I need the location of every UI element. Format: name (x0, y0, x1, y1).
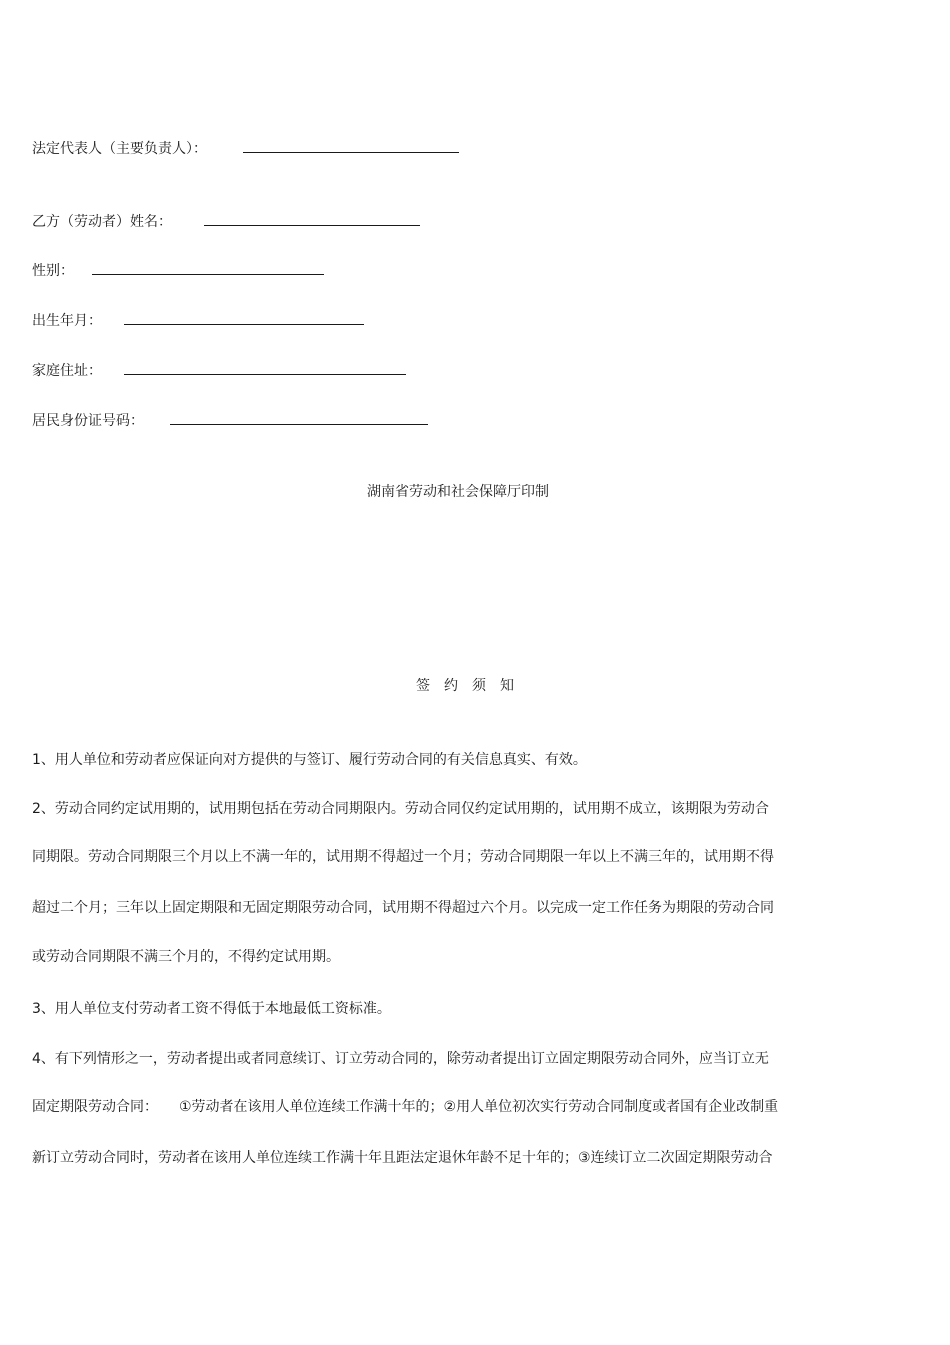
notice-line: 1、用人单位和劳动者应保证向对方提供的与签订、履行劳动合同的有关信息真实、有效。 (32, 752, 587, 768)
birth-label: 出生年月： (32, 313, 102, 329)
gender-blank[interactable] (92, 259, 324, 275)
notice-line: 2、劳动合同约定试用期的，试用期包括在劳动合同期限内。劳动合同仅约定试用期的，试用期不成立，该期限为劳动合 (32, 801, 769, 817)
employee-name-label: 乙方（劳动者）姓名： (32, 214, 172, 230)
birth-row (32, 309, 364, 331)
notice-line: 3、用人单位支付劳动者工资不得低于本地最低工资标准。 (32, 1001, 391, 1017)
id-blank[interactable] (170, 409, 428, 425)
gender-row (32, 259, 324, 281)
birth-blank[interactable] (124, 309, 364, 325)
notice-line: 4、有下列情形之一，劳动者提出或者同意续订、订立劳动合同的，除劳动者提出订立固定期限劳动合同外，应当订立无 (32, 1051, 769, 1067)
printer-line: 湖南省劳动和社会保障厅印制 (367, 484, 549, 500)
legal-rep-row (32, 137, 459, 159)
notice-line: 同期限。劳动合同期限三个月以上不满一年的，试用期不得超过一个月；劳动合同期限一年以上不满三年的，试用期不得 (32, 849, 774, 865)
address-blank[interactable] (124, 359, 406, 375)
employee-name-blank[interactable] (204, 210, 420, 226)
notice-line: 或劳动合同期限不满三个月的，不得约定试用期。 (32, 949, 340, 965)
address-row (32, 359, 406, 381)
notice-line: 固定期限劳动合同： ①劳动者在该用人单位连续工作满十年的；②用人单位初次实行劳动合同制度或者国有企业改制重 (32, 1099, 779, 1115)
notice-line: 超过二个月；三年以上固定期限和无固定期限劳动合同，试用期不得超过六个月。以完成一定工作任务为期限的劳动合同 (32, 900, 774, 916)
notice-title: 签约须知 (416, 678, 528, 694)
id-row (32, 409, 428, 431)
notice-line: 新订立劳动合同时，劳动者在该用人单位连续工作满十年且距法定退休年龄不足十年的；③连续订立二次固定期限劳动合 (32, 1150, 773, 1166)
id-label: 居民身份证号码： (32, 413, 144, 429)
address-label: 家庭住址： (32, 363, 102, 379)
employee-name-row (32, 210, 420, 232)
legal-rep-label: 法定代表人（主要负责人）： (32, 141, 207, 157)
gender-label: 性别： (32, 263, 74, 279)
legal-rep-blank[interactable] (243, 137, 459, 153)
